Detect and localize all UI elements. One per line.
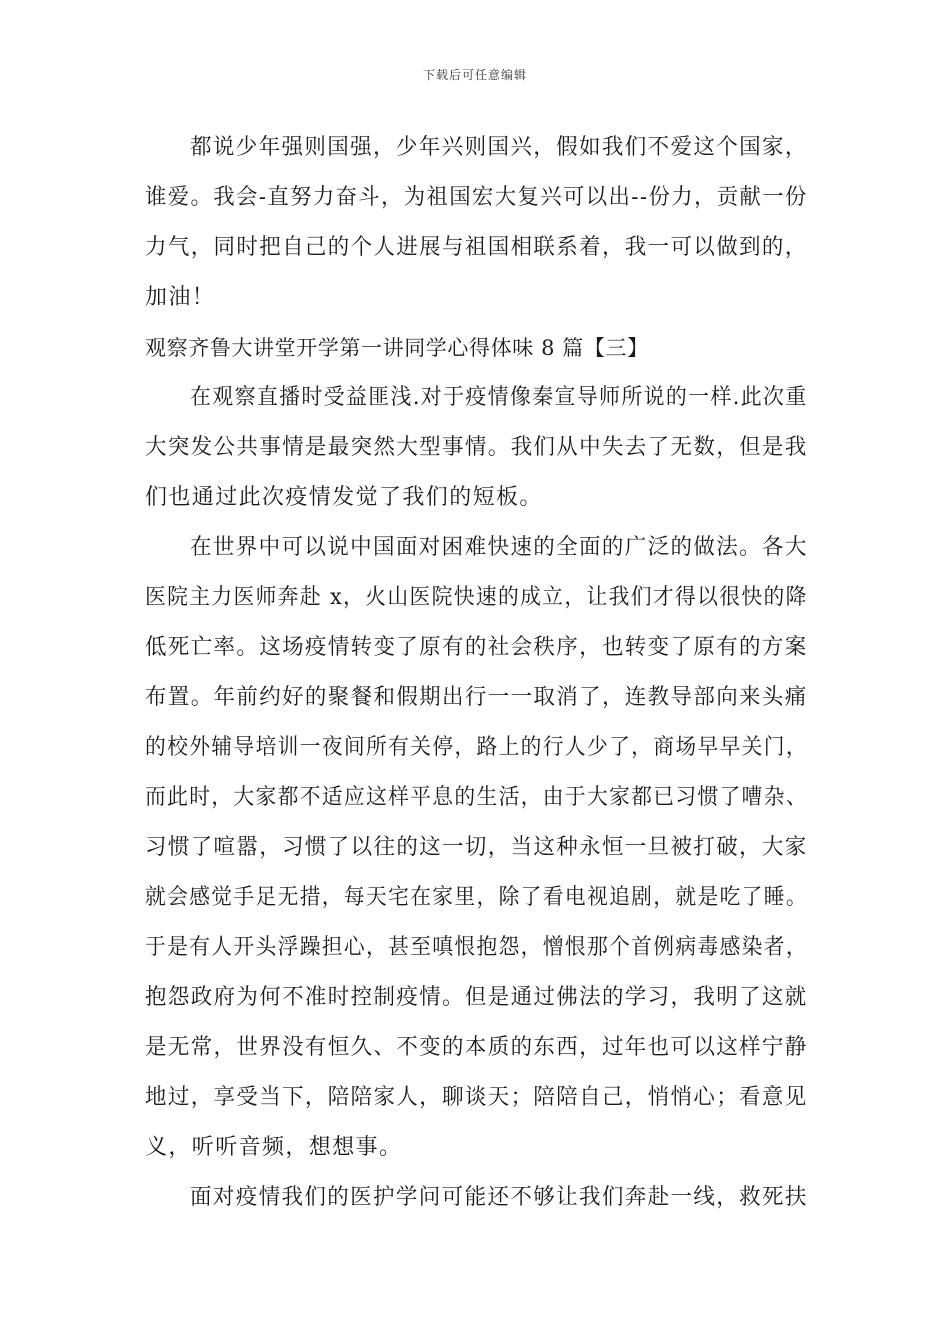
paragraph-line: 是无常，世界没有恒久、不变的本质的东西，过年也可以这样宁静 [145,1035,808,1060]
paragraph-line: 们也通过此次疫情发觉了我们的短板。 [145,485,543,510]
paragraph-line: 而此时，大家都不适应这样平息的生活，由于大家都已习惯了嘈杂、 [145,785,808,810]
paragraph-line: 在观察直播时受益匪浅.对于疫情像秦宣导师所说的一样.此次重 [190,385,808,410]
paragraph-line: 加油！ [145,285,216,310]
paragraph-line: 于是有人开头浮躁担心，甚至嗔恨抱怨，憎恨那个首例病毒感染者， [145,935,808,960]
paragraph-line: 医院主力医师奔赴 x，火山医院快速的成立，让我们才得以很快的降 [145,585,808,610]
paragraph-line: 就会感觉手足无措，每天宅在家里，除了看电视追剧，就是吃了睡。 [145,885,808,910]
paragraph-line: 习惯了喧嚣，习惯了以往的这一切，当这种永恒一旦被打破，大家 [145,835,808,860]
paragraph-line: 抱怨政府为何不准时控制疫情。但是通过佛法的学习，我明了这就 [145,985,808,1010]
paragraph-line: 的校外辅导培训一夜间所有关停，路上的行人少了，商场早早关门， [145,735,808,760]
paragraph-line: 都说少年强则国强，少年兴则国兴，假如我们不爱这个国家， [190,135,808,160]
paragraph-line: 谁爱。我会-直努力奋斗，为祖国宏大复兴可以出--份力，贡献一份 [145,185,808,210]
page-header: 下载后可任意编辑 [422,68,527,82]
paragraph-line: 面对疫情我们的医护学问可能还不够让我们奔赴一线，救死扶 [190,1185,808,1210]
paragraph-line: 地过，享受当下，陪陪家人，聊谈天；陪陪自己，悄悄心；看意见 [145,1085,808,1110]
paragraph-line: 布置。年前约好的聚餐和假期出行一一取消了，连教导部向来头痛 [145,685,808,710]
paragraph-line: 在世界中可以说中国面对困难快速的全面的广泛的做法。各大 [190,535,808,560]
paragraph-line: 大突发公共事情是最突然大型事情。我们从中失去了无数，但是我 [145,435,808,460]
paragraph-line: 力气，同时把自己的个人进展与祖国相联系着，我一可以做到的， [145,235,808,260]
paragraph-line: 义，听听音频，想想事。 [145,1135,403,1160]
section-heading: 观察齐鲁大讲堂开学第一讲同学心得体味 8 篇【三】 [145,336,649,360]
paragraph-line: 低死亡率。这场疫情转变了原有的社会秩序，也转变了原有的方案 [145,635,808,660]
